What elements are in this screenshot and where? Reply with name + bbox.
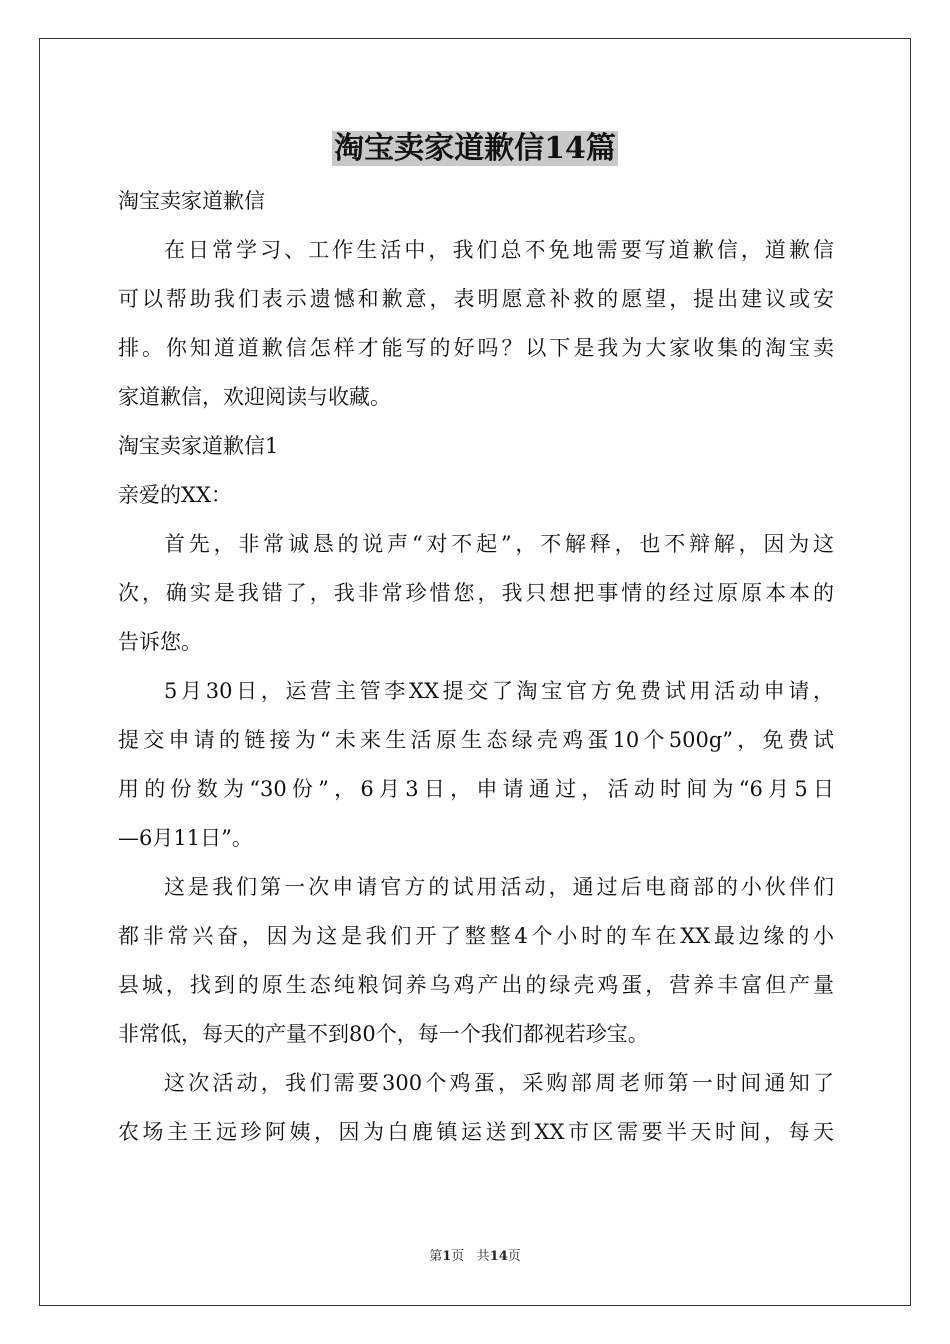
page-footer — [0, 1245, 950, 1264]
body-line: 都非常兴奋，因为这是我们开了整整4个小时的车在XX最边缘的小 — [118, 924, 834, 948]
footer-prefix: 第 — [429, 1249, 443, 1264]
body-line: 用的份数为“30份”，6月3日，申请通过，活动时间为“6月5日 — [118, 777, 834, 801]
body-line: 次，确实是我错了，我非常珍惜您，我只想把事情的经过原原本本的 — [118, 581, 834, 605]
footer-total-pages: 14 — [489, 1249, 508, 1264]
body-line: 5月30日，运营主管李XX提交了淘宝官方免费试用活动申请， — [164, 679, 834, 703]
body-line: —6月11日”。 — [118, 826, 253, 850]
body-line: 排。你知道道歉信怎样才能写的好吗？以下是我为大家收集的淘宝卖 — [118, 336, 834, 360]
footer-total-suffix: 页 — [507, 1249, 521, 1264]
body-line: 告诉您。 — [118, 630, 202, 654]
body-line: 农场主王远珍阿姨，因为白鹿镇运送到XX市区需要半天时间，每天 — [118, 1120, 834, 1144]
footer-page-suffix: 页 — [451, 1249, 465, 1264]
document-body — [118, 177, 834, 1157]
body-line: 非常低，每天的产量不到80个，每一个我们都视若珍宝。 — [118, 1022, 649, 1046]
document-title-text: 淘宝卖家道歉信14篇 — [334, 131, 616, 166]
body-line: 淘宝卖家道歉信 — [118, 189, 265, 213]
body-line: 家道歉信，欢迎阅读与收藏。 — [118, 385, 391, 409]
body-line: 亲爱的XX： — [118, 483, 232, 507]
body-line: 在日常学习、工作生活中，我们总不免地需要写道歉信，道歉信 — [164, 238, 834, 262]
body-line: 这是我们第一次申请官方的试用活动，通过后电商部的小伙伴们 — [164, 875, 834, 899]
body-line: 淘宝卖家道歉信1 — [118, 434, 279, 458]
body-line: 县城，找到的原生态纯粮饲养乌鸡产出的绿壳鸡蛋，营养丰富但产量 — [118, 973, 834, 997]
body-line: 可以帮助我们表示遗憾和歉意，表明愿意补救的愿望，提出建议或安 — [118, 287, 834, 311]
body-line: 这次活动，我们需要300个鸡蛋，采购部周老师第一时间通知了 — [164, 1071, 834, 1095]
footer-page-number: 1 — [442, 1249, 452, 1264]
body-line: 首先，非常诚恳的说声“对不起”，不解释，也不辩解，因为这 — [164, 532, 834, 556]
body-line: 提交申请的链接为“未来生活原生态绿壳鸡蛋10个500g”，免费试 — [118, 728, 834, 752]
footer-total-prefix: 共 — [476, 1249, 490, 1264]
document-title — [0, 128, 950, 170]
